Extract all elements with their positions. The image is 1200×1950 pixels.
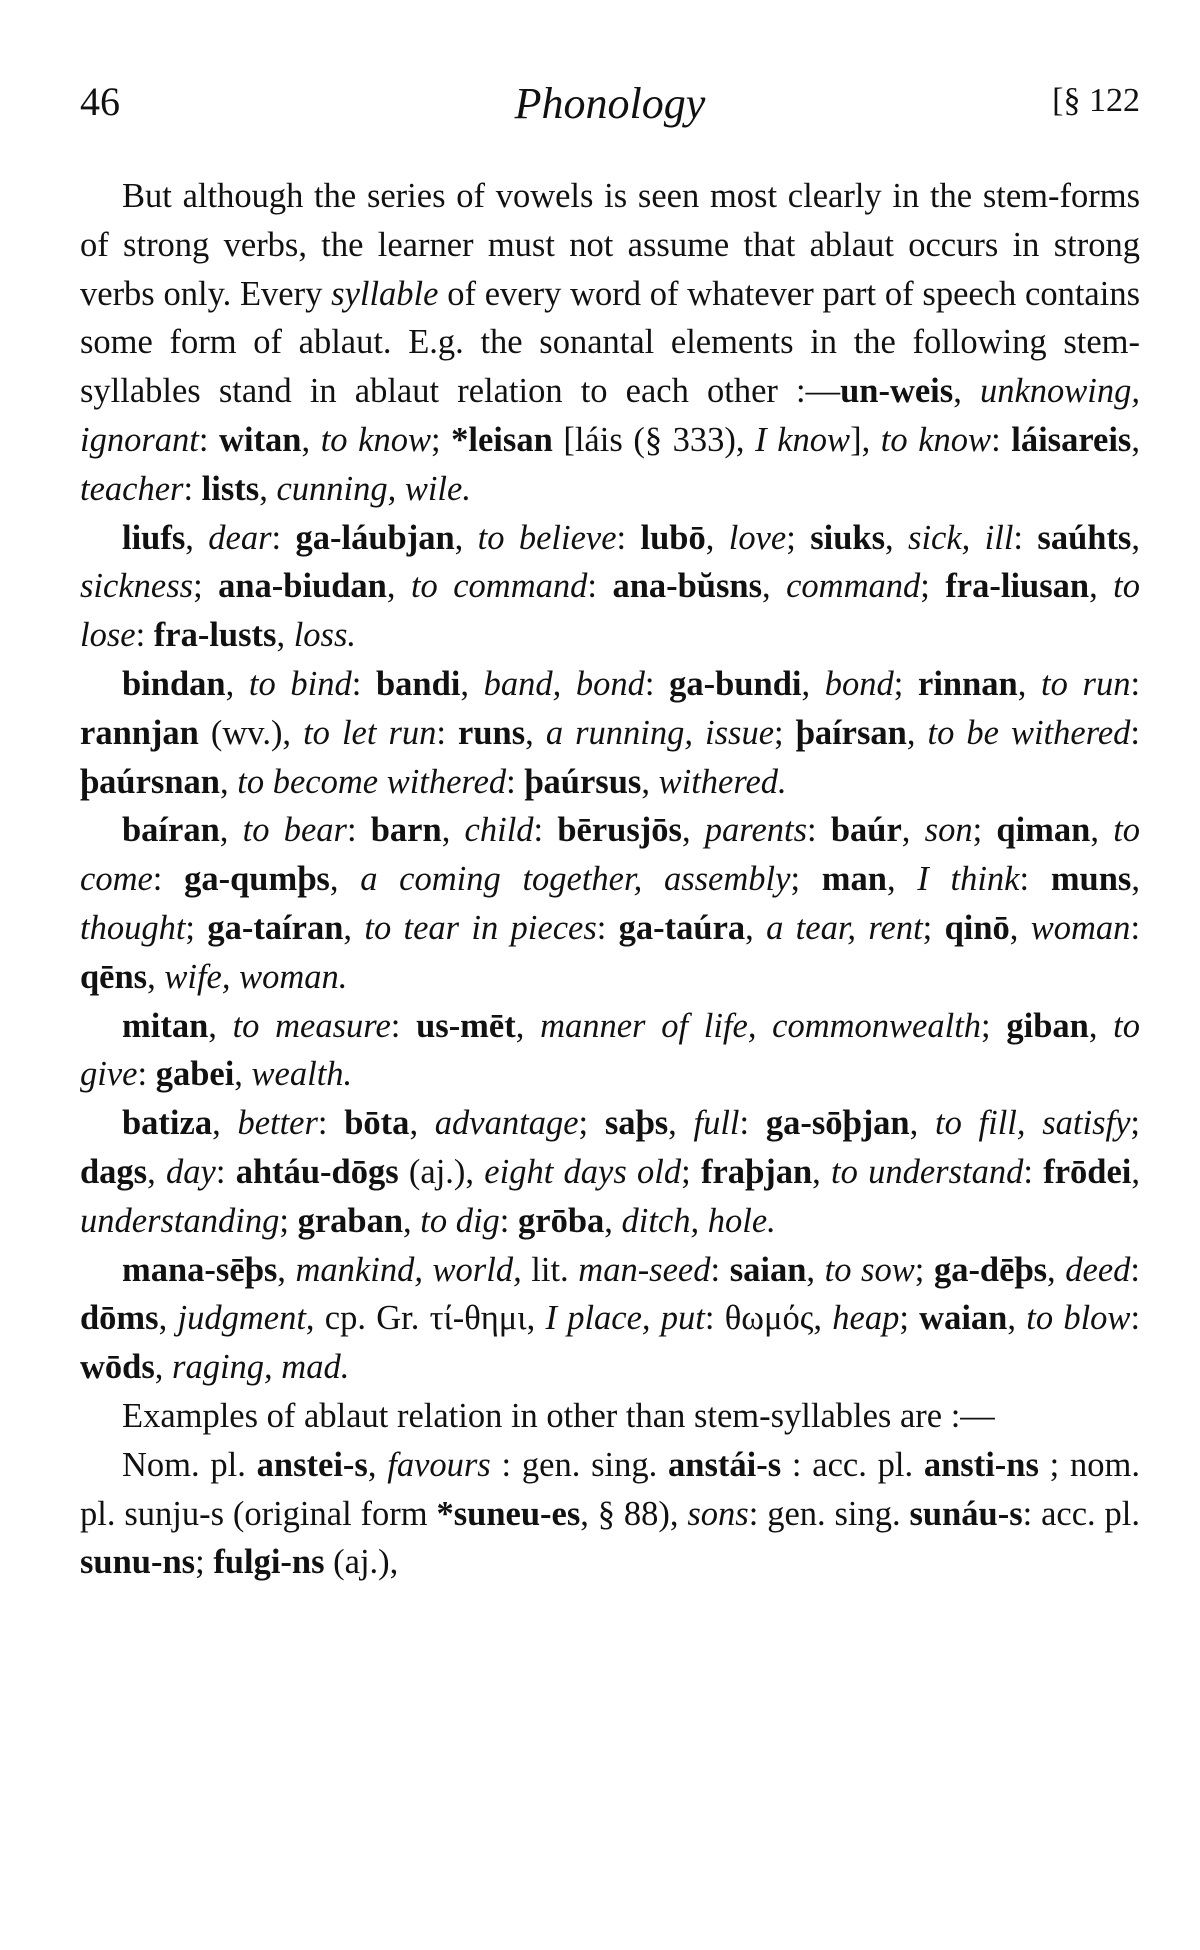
text-run: ,: [1007, 1299, 1027, 1338]
gothic-word: *leisan: [451, 420, 553, 459]
text-run: ,: [460, 664, 484, 703]
text-run: ,: [220, 762, 238, 801]
gothic-word: siuks: [810, 518, 885, 557]
text-run: :: [436, 713, 459, 752]
text-run: ,: [409, 1104, 435, 1143]
text-run: ,: [367, 1445, 388, 1484]
gothic-word: sunáu-s: [909, 1494, 1023, 1533]
gloss-text: I think: [917, 860, 1020, 899]
text-run: :: [644, 664, 670, 703]
gothic-word: fra-liusan: [945, 567, 1090, 606]
gothic-word: ana-biudan: [218, 567, 387, 606]
gothic-word: ga-sōþjan: [765, 1104, 910, 1143]
gothic-word: un-weis: [840, 372, 954, 411]
gloss-text: judgment: [177, 1299, 306, 1338]
text-run: : acc. pl.: [1022, 1494, 1141, 1533]
gloss-text: dear: [208, 518, 272, 557]
gloss-text: to tear in pieces: [364, 908, 597, 947]
text-run: ,: [668, 1104, 694, 1143]
gothic-word: fra-lusts: [153, 616, 277, 655]
gloss-text: full: [693, 1104, 740, 1143]
gothic-word: lists: [201, 469, 260, 508]
gloss-text: to be withered: [927, 713, 1131, 752]
gothic-word: saian: [729, 1250, 807, 1289]
text-run: :: [390, 1006, 417, 1045]
gothic-word: bērusjōs: [557, 811, 682, 850]
gloss-text: to sow: [824, 1250, 915, 1289]
text-run: :: [183, 469, 202, 508]
paragraph: [80, 172, 1140, 514]
gothic-word: dags: [80, 1152, 148, 1191]
gloss-text: manner of life, commonwealth: [540, 1006, 982, 1045]
gloss-text: to become withered: [237, 762, 507, 801]
text-run: ,: [225, 664, 249, 703]
gloss-text: a running, issue: [545, 713, 775, 752]
text-run: ,: [185, 518, 209, 557]
gloss-text: sickness: [80, 567, 194, 606]
gothic-word: ansti-ns: [923, 1445, 1039, 1484]
text-run: ;: [1130, 1104, 1141, 1143]
text-run: ,: [1009, 908, 1031, 947]
gothic-word: ana-bŭsns: [612, 567, 763, 606]
paragraph: [80, 1392, 1140, 1441]
gothic-word: liufs: [122, 518, 186, 557]
text-run: ,: [1131, 420, 1140, 459]
text-run: ,: [1131, 518, 1140, 557]
page-body: [80, 172, 1140, 1587]
text-run: ;: [914, 1250, 934, 1289]
text-run: ,: [1131, 860, 1140, 899]
text-run: ,: [885, 518, 909, 557]
text-run: :: [135, 616, 154, 655]
gothic-word: lubō: [640, 518, 706, 557]
gothic-word: mitan: [122, 1006, 209, 1045]
text-run: ;: [972, 811, 997, 850]
text-run: ,: [147, 957, 165, 996]
gloss-text: woman: [1030, 908, 1131, 947]
text-run: ;: [920, 567, 946, 606]
text-run: :: [710, 1250, 730, 1289]
gloss-text: I know: [755, 420, 851, 459]
text-run: ,: [1131, 1152, 1140, 1191]
text-run: : gen. sing.: [490, 1445, 669, 1484]
gloss-text: sick, ill: [908, 518, 1014, 557]
text-run: :: [346, 811, 371, 850]
text-run: : gen. sing.: [748, 1494, 910, 1533]
gothic-word: þaúrsus: [524, 762, 642, 801]
gloss-text: to bear: [242, 811, 347, 850]
text-run: ,: [901, 811, 925, 850]
text-run: ,: [1090, 811, 1114, 850]
gothic-word: grōba: [518, 1201, 605, 1240]
gothic-word: barn: [370, 811, 442, 850]
gothic-word: baúr: [830, 811, 902, 850]
gloss-text: ditch, hole.: [621, 1201, 776, 1240]
text-run: ;: [279, 1201, 298, 1240]
gothic-word: saþs: [604, 1104, 669, 1143]
paragraph: [80, 806, 1140, 1001]
text-run: :: [533, 811, 558, 850]
gothic-word: fraþjan: [700, 1152, 813, 1191]
text-run: ,: [403, 1201, 421, 1240]
text-run: But although the series of vowels is seen most clearly in the stem-forms of strong verbs, the learner must not assume that ablaut occurs in strong verbs only. Every: [80, 177, 1140, 313]
text-run: ;: [430, 420, 452, 459]
text-run: :: [596, 908, 619, 947]
text-run: ,: [909, 1104, 935, 1143]
text-run: of every word of whatever part of speech contains some form of ablaut. E.g. the sonantal elements in the following stem-syllables stand in ablaut relation to each other :—: [80, 274, 1141, 411]
gloss-text: to come: [80, 811, 1141, 899]
gothic-word: láisareis: [1011, 420, 1132, 459]
gothic-word: ga-dēþs: [933, 1250, 1048, 1289]
gothic-word: bōta: [344, 1104, 410, 1143]
gothic-word: þaúrsnan: [80, 762, 220, 801]
gloss-text: wife, woman.: [164, 957, 348, 996]
gothic-word: mana-sēþs: [122, 1250, 278, 1289]
gloss-text: to know: [320, 420, 431, 459]
text-run: ,: [219, 811, 243, 850]
text-run: :: [215, 1152, 236, 1191]
text-run: ;: [899, 1299, 920, 1338]
text-run: ],: [850, 420, 881, 459]
text-run: (aj.),: [398, 1152, 485, 1191]
gloss-text: a coming together, assembly: [360, 860, 791, 899]
gloss-text: to let run: [303, 713, 437, 752]
gloss-text: withered.: [658, 762, 787, 801]
text-run: ,: [641, 762, 659, 801]
gloss-text: parents: [704, 811, 808, 850]
gothic-word: sunu-ns: [80, 1543, 196, 1582]
text-run: :: [351, 664, 376, 703]
text-run: ,: [212, 1104, 238, 1143]
gothic-word: anstái-s: [668, 1445, 782, 1484]
gothic-word: fulgi-ns: [213, 1543, 325, 1582]
gloss-text: son: [924, 811, 973, 850]
text-run: ;: [774, 713, 796, 752]
gloss-text: better: [237, 1104, 318, 1143]
text-run: ,: [154, 1348, 173, 1387]
gloss-text: command: [786, 567, 921, 606]
text-run: ,: [812, 1152, 832, 1191]
text-run: ;: [578, 1104, 605, 1143]
text-run: :: [1130, 1299, 1141, 1338]
paragraph: [80, 1002, 1140, 1100]
text-run: , cp. Gr. τί-θημι,: [305, 1299, 546, 1338]
gloss-text: unknowing, ignorant: [80, 372, 1141, 459]
gothic-word: batiza: [122, 1104, 213, 1143]
text-run: :: [1130, 1250, 1141, 1289]
gloss-text: favours: [387, 1445, 491, 1484]
text-run: :: [616, 518, 641, 557]
text-run: ;: [893, 664, 919, 703]
text-run: ;: [681, 1152, 701, 1191]
gothic-word: bindan: [122, 664, 226, 703]
text-run: ,: [745, 908, 767, 947]
text-run: :: [317, 1104, 345, 1143]
text-run: :: [991, 420, 1012, 459]
gothic-word: qēns: [80, 957, 148, 996]
gothic-word: ga-qumþs: [184, 860, 330, 899]
gothic-word: þaírsan: [795, 713, 907, 752]
text-run: Nom. pl.: [122, 1445, 257, 1484]
gloss-text: band, bond: [483, 664, 645, 703]
text-run: ,: [1017, 664, 1042, 703]
gothic-word: saúhts: [1037, 518, 1132, 557]
gothic-word: ga-taúra: [618, 908, 746, 947]
gothic-word: rannjan: [80, 713, 199, 752]
text-run: , § 88),: [580, 1494, 688, 1533]
text-run: ;: [193, 567, 219, 606]
text-run: :: [499, 1201, 519, 1240]
text-run: ,: [906, 713, 928, 752]
page-number: 46: [80, 79, 120, 124]
text-run: ,: [147, 1152, 167, 1191]
gloss-text: to understand: [831, 1152, 1024, 1191]
text-run: ,: [1089, 567, 1114, 606]
text-run: ,: [277, 1250, 296, 1289]
gloss-text: a tear, rent: [766, 908, 923, 947]
gloss-text: syllable: [331, 274, 439, 313]
text-run: ,: [1047, 1250, 1066, 1289]
gothic-word: bandi: [375, 664, 461, 703]
gloss-text: to command: [410, 567, 588, 606]
text-run: ,: [386, 567, 411, 606]
text-run: ,: [801, 664, 825, 703]
gloss-text: deed: [1065, 1250, 1131, 1289]
paragraph: [80, 1441, 1140, 1587]
gothic-word: man: [821, 860, 887, 899]
gothic-word: anstei-s: [256, 1445, 368, 1484]
text-run: ; nom. pl. sunju-s (original form: [80, 1445, 1141, 1533]
page-header: [80, 78, 1140, 148]
text-run: :: [506, 762, 525, 801]
text-run: ,: [234, 1055, 252, 1094]
text-run: ,: [762, 567, 787, 606]
gloss-text: to measure: [232, 1006, 391, 1045]
gothic-word: *suneu-es: [436, 1494, 581, 1533]
text-run: :: [1130, 908, 1141, 947]
gloss-text: love: [728, 518, 787, 557]
gothic-word: witan: [219, 420, 302, 459]
text-run: ,: [343, 908, 365, 947]
paragraph: [80, 660, 1140, 806]
text-run: :: [807, 811, 831, 850]
text-run: (aj.),: [324, 1543, 399, 1582]
text-run: ,: [525, 713, 546, 752]
gothic-word: ga-taíran: [207, 908, 344, 947]
gloss-text: to give: [80, 1006, 1141, 1094]
gothic-word: runs: [458, 713, 526, 752]
gothic-word: qiman: [996, 811, 1091, 850]
text-run: ,: [515, 1006, 541, 1045]
gloss-text: thought: [80, 908, 186, 947]
text-run: :: [152, 860, 185, 899]
gloss-text: advantage: [434, 1104, 579, 1143]
gloss-text: to lose: [80, 567, 1140, 655]
text-run: Examples of ablaut relation in other than stem-syllables are :—: [122, 1396, 995, 1435]
gothic-word: us-mēt: [416, 1006, 516, 1045]
text-run: ;: [922, 908, 945, 947]
gloss-text: man-seed: [578, 1250, 711, 1289]
gothic-word: muns: [1050, 860, 1132, 899]
gothic-word: gabei: [155, 1055, 235, 1094]
gothic-word: waian: [919, 1299, 1008, 1338]
text-run: ,: [208, 1006, 233, 1045]
text-run: ,: [441, 811, 465, 850]
text-run: :: [198, 420, 220, 459]
gloss-text: to bind: [248, 664, 352, 703]
text-run: ,: [886, 860, 918, 899]
gothic-word: baíran: [122, 811, 220, 850]
gloss-text: to dig: [420, 1201, 500, 1240]
text-run: ,: [259, 469, 277, 508]
section-reference: [§ 122: [1052, 82, 1140, 119]
gloss-text: bond: [824, 664, 894, 703]
text-run: ,: [1088, 1006, 1114, 1045]
gloss-text: to fill, satisfy: [934, 1104, 1131, 1143]
gloss-text: to blow: [1026, 1299, 1131, 1338]
text-run: :: [1013, 518, 1038, 557]
text-run: :: [739, 1104, 766, 1143]
gloss-text: to believe: [477, 518, 617, 557]
gloss-text: eight days old: [484, 1152, 682, 1191]
text-run: ,: [953, 372, 980, 411]
text-run: ,: [276, 616, 294, 655]
gothic-word: wōds: [80, 1348, 155, 1387]
text-run: :: [1019, 860, 1051, 899]
text-run: ;: [786, 518, 811, 557]
gothic-word: ga-bundi: [669, 664, 802, 703]
gloss-text: understanding: [80, 1201, 280, 1240]
text-run: ,: [158, 1299, 178, 1338]
gloss-text: child: [464, 811, 534, 850]
text-run: :: [1023, 1152, 1044, 1191]
gloss-text: I place, put: [545, 1299, 705, 1338]
gothic-word: giban: [1006, 1006, 1089, 1045]
gloss-text: cunning, wile.: [276, 469, 471, 508]
running-title: Phonology: [514, 79, 706, 128]
gothic-word: ga-láubjan: [295, 518, 455, 557]
text-run: (wv.),: [198, 713, 304, 752]
paragraph: [80, 1099, 1140, 1245]
text-run: ,: [806, 1250, 825, 1289]
gloss-text: heap: [832, 1299, 900, 1338]
text-run: : θωμός,: [704, 1299, 833, 1338]
text-run: ,: [454, 518, 478, 557]
gloss-text: loss.: [293, 616, 357, 655]
gothic-word: dōms: [80, 1299, 159, 1338]
text-run: :: [1130, 664, 1141, 703]
text-run: ;: [981, 1006, 1007, 1045]
text-run: ,: [604, 1201, 622, 1240]
text-run: ,: [705, 518, 729, 557]
gothic-word: frōdei: [1043, 1152, 1132, 1191]
text-run: ;: [195, 1543, 214, 1582]
gothic-word: ahtáu-dōgs: [235, 1152, 399, 1191]
text-run: ;: [790, 860, 822, 899]
text-run: ,: [301, 420, 321, 459]
text-run: :: [1130, 713, 1141, 752]
gothic-word: qinō: [944, 908, 1010, 947]
text-run: :: [271, 518, 296, 557]
gloss-text: wealth.: [251, 1055, 353, 1094]
paragraph: [80, 1246, 1140, 1392]
gloss-text: to run: [1041, 664, 1131, 703]
gloss-text: teacher: [80, 469, 184, 508]
text-run: ,: [329, 860, 361, 899]
gloss-text: raging, mad.: [172, 1348, 350, 1387]
gloss-text: day: [166, 1152, 216, 1191]
gloss-text: sons: [687, 1494, 749, 1533]
gloss-text: to know: [880, 420, 992, 459]
text-run: [láis (§ 333),: [552, 420, 756, 459]
text-run: :: [137, 1055, 156, 1094]
gothic-word: graban: [297, 1201, 403, 1240]
gothic-word: rinnan: [918, 664, 1018, 703]
gloss-text: mankind, world,: [295, 1250, 522, 1289]
paragraph: [80, 514, 1140, 660]
text-run: ,: [681, 811, 705, 850]
text-run: : acc. pl.: [781, 1445, 924, 1484]
text-run: ;: [185, 908, 208, 947]
text-run: :: [587, 567, 613, 606]
text-run: lit.: [521, 1250, 579, 1289]
